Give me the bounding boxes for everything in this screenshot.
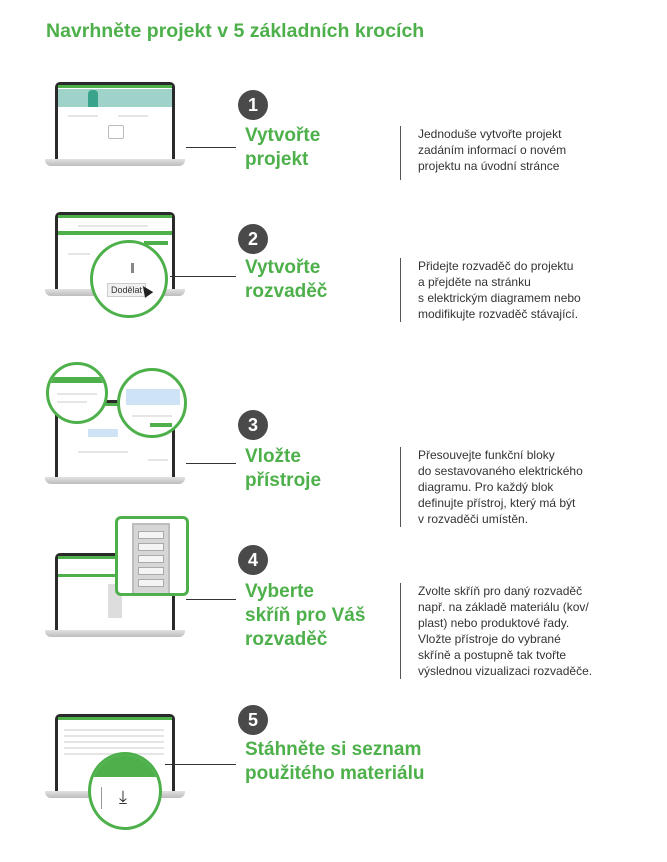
step-2-description: Přidejte rozvaděč do projektu a přejděte na stránku s elektrickým diagramem nebo modifikujte rozvaděč stávající. [418, 259, 581, 321]
step-4-divider [400, 583, 401, 679]
step-1-number-badge: 1 [238, 90, 268, 120]
step-5-number-badge: 5 [238, 705, 268, 735]
step-5-connector [165, 764, 236, 765]
step-3-connector [186, 463, 236, 464]
step-2-number-badge: 2 [238, 224, 268, 254]
laptop-illustration-1 [45, 82, 185, 167]
step-1-heading: Vytvořte projekt [245, 125, 321, 170]
step-3-zoom-circle-right [117, 368, 187, 438]
step-4-description: Zvolte skříň pro daný rozvaděč např. na základě materiálu (kov/ plast) nebo produktové řady. Vložte přístroje do vybrané skříně a postupně tak tvořte výslednou vizualizaci rozvaděče. [418, 584, 593, 678]
step-1-connector [186, 147, 236, 148]
download-icon: ⤓ [119, 787, 127, 807]
step-2-divider [400, 258, 401, 322]
step-2-connector [170, 276, 236, 277]
step-2-illustration-label: Dodělat [107, 283, 146, 297]
step-4-zoom-circle [115, 516, 189, 596]
step-2-zoom-circle [90, 240, 168, 318]
page-title: Navrhněte projekt v 5 základních krocích [46, 20, 425, 42]
step-4-number-badge: 4 [238, 545, 268, 575]
step-2-heading: Vytvořte rozvaděč [245, 257, 328, 302]
step-1-divider [400, 126, 401, 180]
step-1-description: Jednoduše vytvořte projekt zadáním informací o novém projektu na úvodní stránce [418, 127, 567, 173]
step-5-heading: Stáhněte si seznam použitého materiálu [245, 739, 425, 784]
step-5-zoom-circle [88, 752, 162, 830]
step-4-connector [186, 599, 236, 600]
step-3-divider [400, 447, 401, 527]
step-4-heading: Vyberte skříň pro Váš rozvaděč [245, 581, 366, 650]
step-3-description: Přesouvejte funkční bloky do sestavovaného elektrického diagramu. Pro každý blok definujte přístroj, který má být v rozvaděči umístěn. [418, 448, 583, 526]
step-3-heading: Vložte přístroje [245, 446, 322, 491]
step-3-number-badge: 3 [238, 410, 268, 440]
step-3-zoom-circle-left [46, 362, 108, 424]
